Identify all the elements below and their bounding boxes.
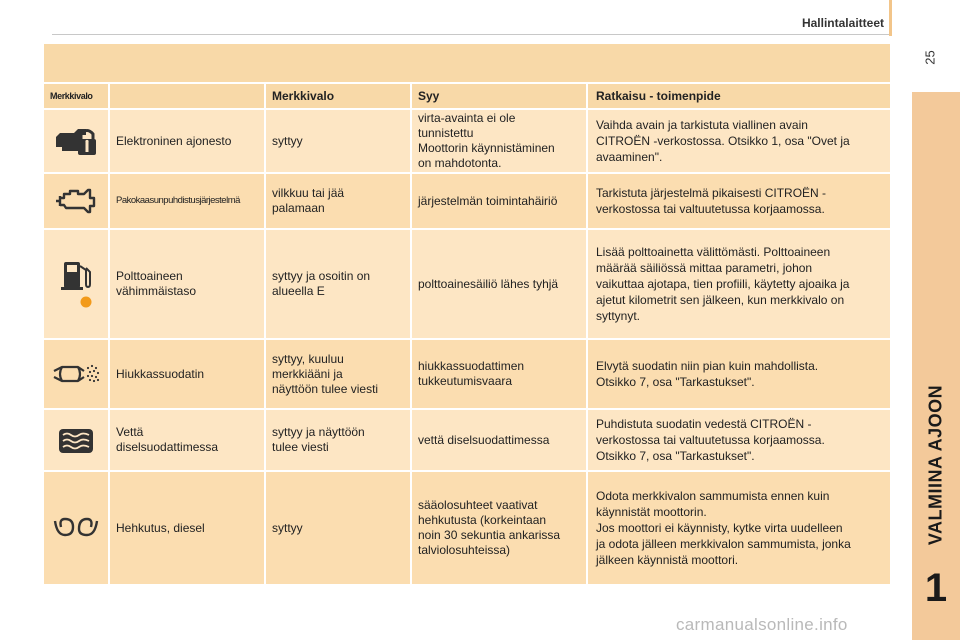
fuel-pump-icon xyxy=(44,230,108,338)
light-name: Vettä diselsuodattimessa xyxy=(108,410,264,470)
light-name: Polttoaineen vähimmäistaso xyxy=(108,230,264,338)
table-row xyxy=(44,408,890,470)
light-state: syttyy, kuuluu merkkiääni ja näyttöön tulee viesti xyxy=(264,340,410,408)
light-name: Elektroninen ajonesto xyxy=(108,110,264,172)
light-name: Hehkutus, diesel xyxy=(108,472,264,584)
chapter-title: VALMIINA AJOON xyxy=(925,384,946,546)
header-cell-action: Ratkaisu - toimenpide xyxy=(586,84,890,108)
light-state: syttyy xyxy=(264,472,410,584)
light-cause: järjestelmän toimintahäiriö xyxy=(410,174,586,228)
light-name: Pakokaasunpuhdistusjärjestelmä xyxy=(108,174,264,228)
light-action: Lisää polttoainetta välittömästi. Polttoaineen määrää säiliössä mittaa parametri, johon vaikuttaa ajotapa, tien profiili, käytetty ajoaika ja ajetut kilometrit sen jälkeen, kun merkkivalo on syttynyt. xyxy=(586,230,890,338)
particle-filter-icon xyxy=(44,340,108,408)
header-cell-cause: Syy xyxy=(410,84,586,108)
header-rule xyxy=(52,34,890,35)
header-accent-line xyxy=(889,0,892,36)
table-row xyxy=(44,470,890,584)
table-row xyxy=(44,172,890,228)
header-cell-icon: Merkkivalo xyxy=(44,84,108,108)
light-action: Vaihda avain ja tarkistuta viallinen avain CITROËN -verkostossa. Otsikko 1, osa "Ovet ja avaaminen". xyxy=(586,110,890,172)
table-row xyxy=(44,228,890,338)
light-state: vilkkuu tai jää palamaan xyxy=(264,174,410,228)
light-state: syttyy xyxy=(264,110,410,172)
table-top-band xyxy=(44,44,890,82)
light-cause: polttoainesäiliö lähes tyhjä xyxy=(410,230,586,338)
light-cause: virta-avainta ei ole tunnistettu Moottorin käynnistäminen on mahdotonta. xyxy=(410,110,586,172)
light-cause: hiukkassuodattimen tukkeutumisvaara xyxy=(410,340,586,408)
light-cause: sääolosuhteet vaativat hehkutusta (korkeintaan noin 30 sekuntia ankarissa talviolosuhteissa) xyxy=(410,472,586,584)
light-cause: vettä diselsuodattimessa xyxy=(410,410,586,470)
chapter-side-band xyxy=(912,92,960,640)
header-cell-light: Merkkivalo xyxy=(264,84,410,108)
warning-lights-table xyxy=(44,44,890,584)
light-state: syttyy ja näyttöön tulee viesti xyxy=(264,410,410,470)
light-name: Hiukkassuodatin xyxy=(108,340,264,408)
table-row xyxy=(44,108,890,172)
engine-immobiliser-lock-icon xyxy=(44,110,108,172)
glow-plug-icon xyxy=(44,472,108,584)
light-state: syttyy ja osoitin on alueella E xyxy=(264,230,410,338)
engine-check-icon xyxy=(44,174,108,228)
page-header-title: Hallintalaitteet xyxy=(801,16,884,30)
light-action: Elvytä suodatin niin pian kuin mahdollista. Otsikko 7, osa "Tarkastukset". xyxy=(586,340,890,408)
table-row xyxy=(44,338,890,408)
table-header-row xyxy=(44,82,890,108)
chapter-number: 1 xyxy=(924,566,948,610)
light-action: Puhdistuta suodatin vedestä CITROËN - verkostossa tai valtuutetussa korjaamossa. Otsikko 7, osa "Tarkastukset". xyxy=(586,410,890,470)
water-in-diesel-filter-icon xyxy=(44,410,108,470)
page-number: 25 xyxy=(922,50,938,65)
header-cell-blank xyxy=(108,84,264,108)
watermark-text: carmanualsonline.info xyxy=(676,615,848,634)
light-action: Odota merkkivalon sammumista ennen kuin käynnistät moottorin. Jos moottori ei käynnisty, kytke virta uudelleen ja odota jälleen merkkivalon sammumista, jonka jälkeen käynnistä moottori. xyxy=(586,472,890,584)
light-action: Tarkistuta järjestelmä pikaisesti CITROËN - verkostossa tai valtuutetussa korjaamossa. xyxy=(586,174,890,228)
